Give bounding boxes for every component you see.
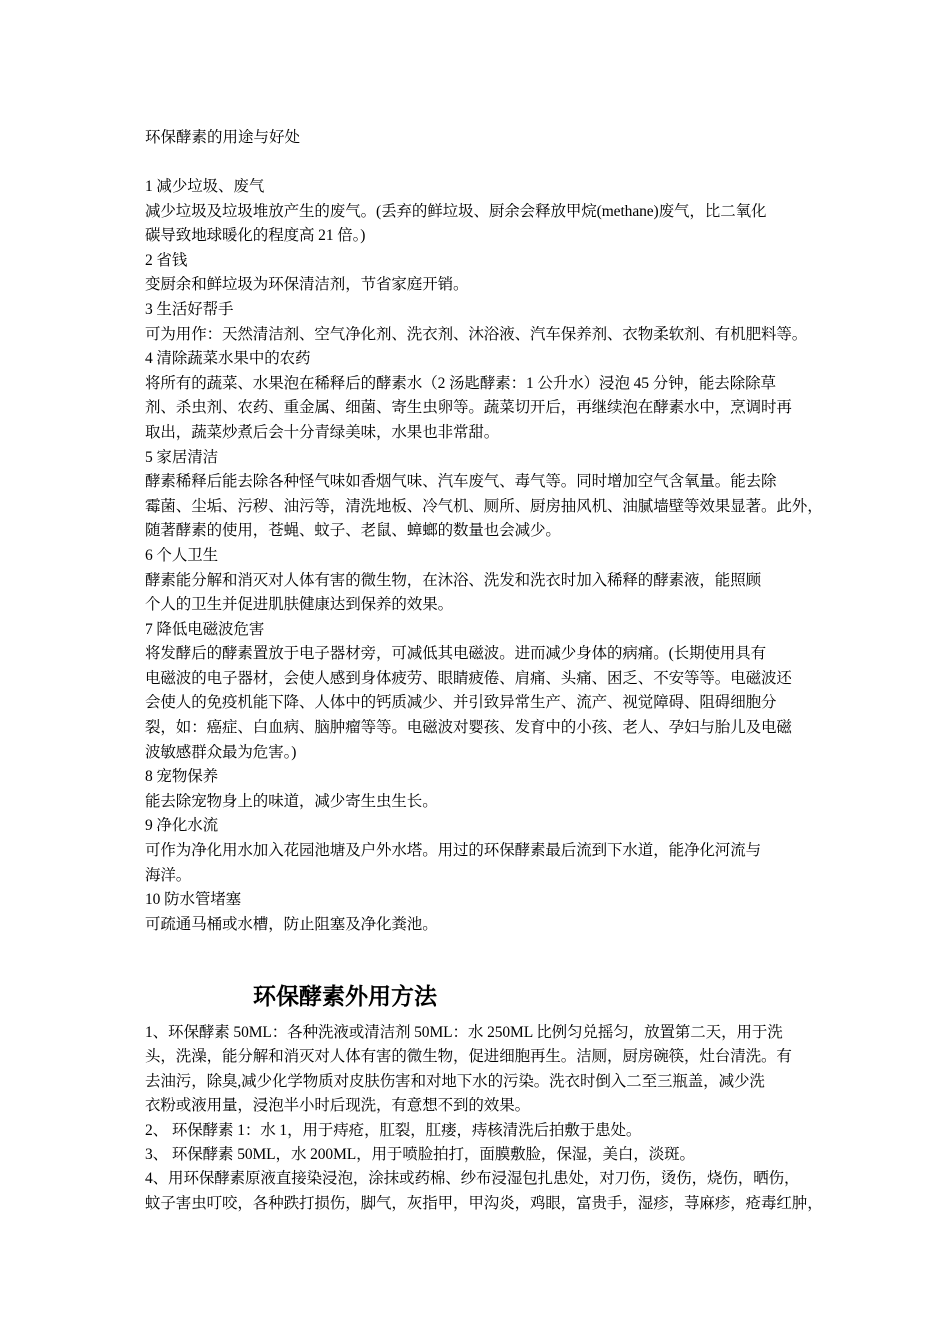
text-line: 酵素稀释后能去除各种怪气味如香烟气味、汽车废气、毒气等。同时增加空气含氧量。能去除 <box>145 473 777 491</box>
text-line: 5 家居清洁 <box>145 448 219 466</box>
text-line: 酵素能分解和消灭对人体有害的微生物，在沐浴、洗发和洗衣时加入稀释的酵素液，能照顾 <box>145 571 762 589</box>
text-line: 会使人的免疫机能下降、人体中的钙质减少、并引致异常生产、流产、视觉障碍、阻碍细胞分 <box>145 694 777 712</box>
text-line: 2 省钱 <box>145 251 188 269</box>
benefits-section <box>145 175 825 937</box>
text-line: 7 降低电磁波危害 <box>145 620 265 638</box>
text-line: 4、用环保酵素原液直接染浸泡，涂抹或药棉、纱布浸湿包扎患处，对刀伤，烫伤，烧伤，晒伤， <box>145 1170 800 1188</box>
text-line: 去油污，除臭,减少化学物质对皮肤伤害和对地下水的污染。洗衣时倒入二至三瓶盖，减少洗 <box>145 1072 765 1090</box>
text-line: 减少垃圾及垃圾堆放产生的废气。(丢弃的鲜垃圾、厨余会释放甲烷(methane)废气，比二氧化 <box>145 202 767 220</box>
text-line: 能去除宠物身上的味道，减少寄生虫生长。 <box>145 792 438 810</box>
text-line: 变厨余和鲜垃圾为环保清洁剂，节省家庭开销。 <box>145 276 469 294</box>
text-line: 可作为净化用水加入花园池塘及户外水塔。用过的环保酵素最后流到下水道，能净化河流与 <box>145 842 762 860</box>
text-line: 4 清除蔬菜水果中的农药 <box>145 350 311 368</box>
text-line: 电磁波的电子器材，会使人感到身体疲劳、眼睛疲倦、肩痛、头痛、困乏、不安等等。电磁波还 <box>145 669 792 687</box>
text-line: 8 宠物保养 <box>145 768 219 786</box>
text-line: 将所有的蔬菜、水果泡在稀释后的酵素水（2 汤匙酵素：1 公升水）浸泡 45 分钟，能去除除草 <box>145 374 776 392</box>
text-line: 个人的卫生并促进肌肤健康达到保养的效果。 <box>145 596 454 614</box>
text-line: 1 减少垃圾、废气 <box>145 178 265 195</box>
text-line: 随著酵素的使用，苍蝇、蚊子、老鼠、蟑螂的数量也会减少。 <box>145 522 561 540</box>
text-line: 波敏感群众最为危害。) <box>145 743 297 761</box>
text-line: 3 生活好帮手 <box>145 300 234 318</box>
text-line: 1、环保酵素 50ML：各种洗液或清洁剂 50ML：水 250ML 比例匀兑摇匀，放置第二天，用于洗 <box>145 1024 783 1041</box>
text-line: 可疏通马桶或水槽，防止阻塞及净化粪池。 <box>145 915 438 933</box>
text-line: 将发酵后的酵素置放于电子器材旁，可减低其电磁波。进而减少身体的病痛。(长期使用具有 <box>145 645 767 663</box>
text-line: 衣粉或液用量，浸泡半小时后现洗，有意想不到的效果。 <box>145 1097 531 1115</box>
external-use-section <box>145 1021 825 1216</box>
document-title: 环保酵素的用途与好处 <box>145 129 301 146</box>
text-line: 2、 环保酵素 1：水 1，用于痔疮，肛裂，肛瘘，痔核清洗后拍敷于患处。 <box>145 1121 642 1139</box>
text-line: 剂、杀虫剂、农药、重金属、细菌、寄生虫卵等。蔬菜切开后，再继续泡在酵素水中，烹调时再 <box>145 399 792 417</box>
text-line: 裂，如：癌症、白血病、脑肿瘤等等。电磁波对婴孩、发育中的小孩、老人、孕妇与胎儿及电磁 <box>145 719 792 737</box>
text-line: 3、 环保酵素 50ML，水 200ML，用于喷脸拍打，面膜敷脸，保湿，美白，淡斑。 <box>145 1146 695 1164</box>
text-line: 头，洗澡，能分解和消灭对人体有害的微生物，促进细胞再生。洁厕，厨房碗筷，灶台清洗。有 <box>145 1048 792 1066</box>
external-use-heading: 环保酵素外用方法 <box>253 984 437 1010</box>
text-line: 海洋。 <box>145 866 192 884</box>
text-line: 取出，蔬菜炒煮后会十分青绿美味，水果也非常甜。 <box>145 423 500 441</box>
text-line: 10 防水管堵塞 <box>145 891 242 909</box>
text-line: 碳导致地球暖化的程度高 21 倍。) <box>145 227 366 245</box>
text-line: 可为用作：天然清洁剂、空气净化剂、洗衣剂、沐浴液、汽车保养剂、衣物柔软剂、有机肥料等。 <box>145 325 808 343</box>
text-line: 蚊子害虫叮咬，各种跌打损伤，脚气，灰指甲，甲沟炎，鸡眼，富贵手，湿疹，荨麻疹，疮毒红肿， <box>145 1194 823 1212</box>
text-line: 9 净化水流 <box>145 817 219 835</box>
text-line: 6 个人卫生 <box>145 546 219 564</box>
text-line: 霉菌、尘垢、污秽、油污等，清洗地板、冷气机、厕所、厨房抽风机、油腻墙壁等效果显著。此外， <box>145 497 823 515</box>
